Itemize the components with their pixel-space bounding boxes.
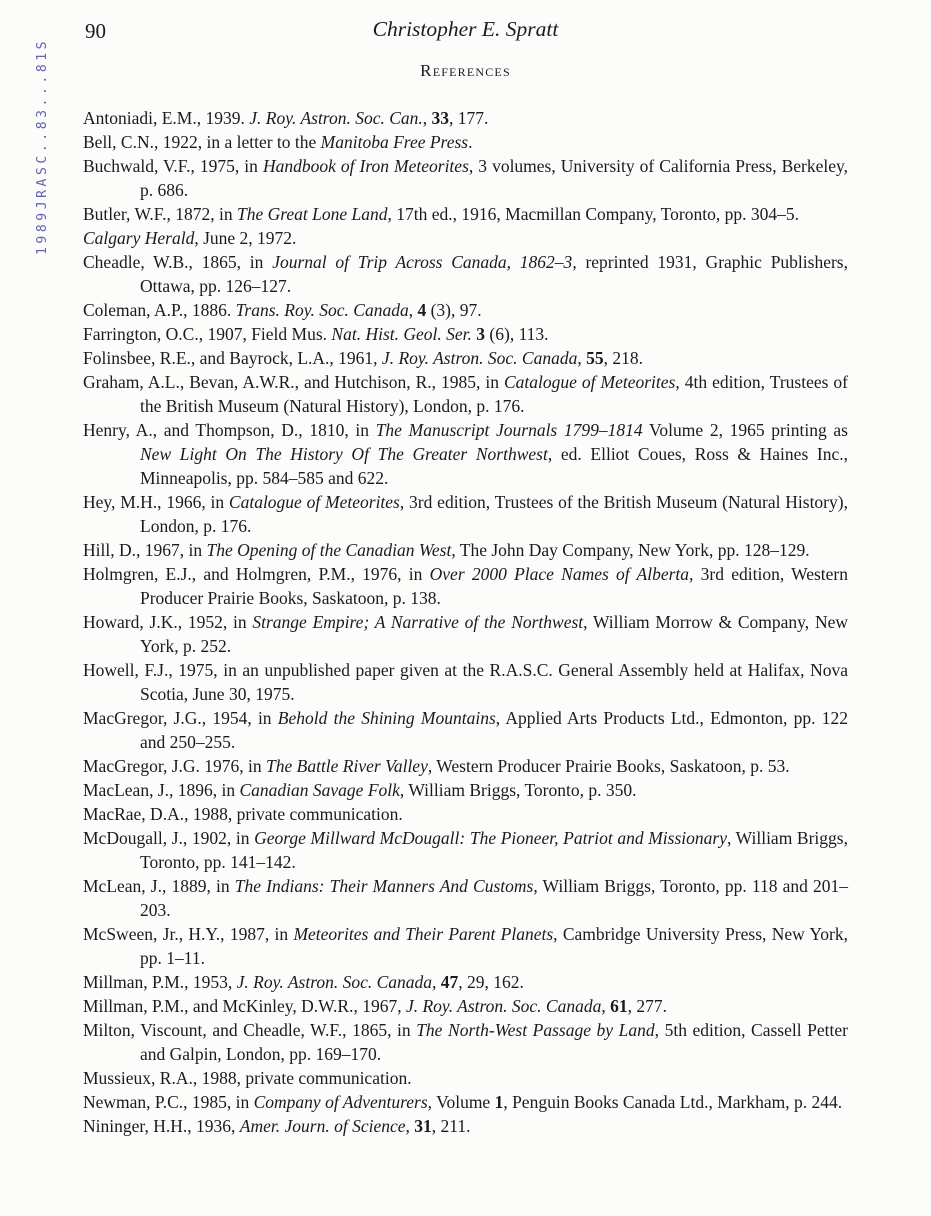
- reference-text-segment: Catalogue of Meteorites: [504, 372, 676, 392]
- reference-text-segment: ,: [405, 1116, 415, 1136]
- reference-text-segment: , 17th ed., 1916, Macmillan Company, Toronto, pp. 304–5.: [387, 204, 799, 224]
- reference-text-segment: J. Roy. Astron. Soc. Canada: [381, 348, 578, 368]
- reference-text-segment: MacLean, J., 1896, in: [83, 780, 240, 800]
- reference-text-segment: ,: [408, 300, 418, 320]
- reference-text-segment: Antoniadi, E.M., 1939.: [83, 108, 250, 128]
- reference-text-segment: McLean, J., 1889, in: [83, 876, 235, 896]
- reference-text-segment: Strange Empire; A Narrative of the Northwest: [252, 612, 584, 632]
- reference-text-segment: MacGregor, J.G., 1954, in: [83, 708, 278, 728]
- reference-text-segment: The Great Lone Land: [236, 204, 388, 224]
- reference-text-segment: Buchwald, V.F., 1975, in: [83, 156, 263, 176]
- reference-text-segment: 61: [610, 996, 628, 1016]
- reference-text-segment: , 211.: [431, 1116, 471, 1136]
- reference-entry: [83, 970, 848, 994]
- reference-text-segment: , William Briggs, Toronto, pp. 118 and 201–203.: [140, 876, 848, 920]
- reference-entry: [83, 490, 848, 538]
- reference-entry: [83, 1066, 848, 1090]
- reference-text-segment: , 3rd edition, Trustees of the British Museum (Natural History), London, p. 176.: [140, 492, 848, 536]
- reference-text-segment: .: [468, 132, 473, 152]
- reference-text-segment: , William Morrow & Company, New York, p. 252.: [140, 612, 848, 656]
- reference-text-segment: Bell, C.N., 1922, in a letter to the: [83, 132, 321, 152]
- reference-text-segment: New Light On The History Of The Greater Northwest: [140, 444, 548, 464]
- reference-entry: [83, 154, 848, 202]
- reference-text-segment: 47: [440, 972, 459, 992]
- reference-text-segment: Over 2000 Place Names of Alberta: [429, 564, 690, 584]
- reference-text-segment: Henry, A., and Thompson, D., 1810, in: [83, 420, 376, 440]
- reference-entry: [83, 874, 848, 922]
- reference-text-segment: , reprinted 1931, Graphic Publishers, Ottawa, pp. 126–127.: [140, 252, 848, 296]
- section-heading: References: [420, 61, 511, 80]
- reference-entry: [83, 802, 848, 826]
- reference-text-segment: Calgary Herald: [83, 228, 195, 248]
- reference-text-segment: ,: [432, 972, 441, 992]
- reference-entry: [83, 418, 848, 490]
- reference-text-segment: The Opening of the Canadian West: [206, 540, 452, 560]
- reference-text-segment: , Applied Arts Products Ltd., Edmonton, pp. 122 and 250–255.: [140, 708, 849, 752]
- reference-entry: [83, 130, 848, 154]
- reference-text-segment: , Cambridge University Press, New York, pp. 1–11.: [140, 924, 848, 968]
- reference-text-segment: Company of Adventurers: [253, 1092, 428, 1112]
- reference-entry: [83, 1090, 848, 1114]
- reference-text-segment: ,: [601, 996, 611, 1016]
- reference-text-segment: Mussieux, R.A., 1988, private communication.: [83, 1068, 412, 1088]
- reference-entry: [83, 922, 848, 970]
- reference-text-segment: Millman, P.M., and McKinley, D.W.R., 1967,: [83, 996, 406, 1016]
- reference-text-segment: 3: [476, 324, 486, 344]
- reference-text-segment: , 29, 162.: [458, 972, 524, 992]
- reference-text-segment: , William Briggs, Toronto, p. 350.: [399, 780, 637, 800]
- reference-text-segment: Canadian Savage Folk: [239, 780, 400, 800]
- reference-text-segment: 1: [494, 1092, 504, 1112]
- reference-text-segment: McSween, Jr., H.Y., 1987, in: [83, 924, 294, 944]
- reference-text-segment: George Millward McDougall: The Pioneer, Patriot and Missionary: [254, 828, 727, 848]
- reference-text-segment: Milton, Viscount, and Cheadle, W.F., 1865, in: [83, 1020, 417, 1040]
- reference-entry: [83, 1114, 848, 1138]
- reference-text-segment: Nininger, H.H., 1936,: [83, 1116, 240, 1136]
- reference-text-segment: , ed. Elliot Coues, Ross & Haines Inc., Minneapolis, pp. 584–585 and 622.: [140, 444, 848, 488]
- reference-entry: [83, 706, 848, 754]
- reference-text-segment: 4: [417, 300, 427, 320]
- reference-text-segment: Holmgren, E.J., and Holmgren, P.M., 1976, in: [83, 564, 430, 584]
- scanned-page: [0, 17, 931, 1138]
- reference-text-segment: Coleman, A.P., 1886.: [83, 300, 236, 320]
- reference-text-segment: Catalogue of Meteorites: [228, 492, 400, 512]
- reference-text-segment: , 3rd edition, Western Producer Prairie Books, Saskatoon, p. 138.: [140, 564, 849, 608]
- reference-text-segment: , Penguin Books Canada Ltd., Markham, p. 244.: [503, 1092, 843, 1112]
- reference-entry: [83, 202, 848, 226]
- page-header: [0, 17, 931, 49]
- reference-text-segment: Volume 2, 1965 printing as: [642, 420, 848, 440]
- reference-text-segment: The Indians: Their Manners And Customs: [234, 876, 534, 896]
- reference-text-segment: Journal of Trip Across Canada, 1862–3: [272, 252, 573, 272]
- page-number: 90: [85, 19, 106, 43]
- references-list: [83, 106, 848, 1138]
- reference-text-segment: , 4th edition, Trustees of the British Museum (Natural History), London, p. 176.: [140, 372, 848, 416]
- reference-text-segment: The Manuscript Journals 1799–1814: [375, 420, 643, 440]
- reference-text-segment: Newman, P.C., 1985, in: [83, 1092, 254, 1112]
- reference-text-segment: Cheadle, W.B., 1865, in: [83, 252, 273, 272]
- reference-text-segment: Behold the Shining Mountains: [277, 708, 496, 728]
- reference-text-segment: Graham, A.L., Bevan, A.W.R., and Hutchison, R., 1985, in: [83, 372, 504, 392]
- running-title: Christopher E. Spratt: [372, 17, 559, 41]
- reference-text-segment: , 3 volumes, University of California Press, Berkeley, p. 686.: [140, 156, 849, 200]
- reference-text-segment: Howell, F.J., 1975, in an unpublished paper given at the R.A.S.C. General Assembly held at Halifax, Nova Scotia, June 30, 1975.: [83, 660, 848, 704]
- reference-text-segment: , 177.: [449, 108, 489, 128]
- reference-text-segment: McDougall, J., 1902, in: [83, 828, 255, 848]
- reference-text-segment: Millman, P.M., 1953,: [83, 972, 237, 992]
- reference-entry: [83, 658, 848, 706]
- reference-text-segment: , 218.: [603, 348, 643, 368]
- reference-text-segment: Folinsbee, R.E., and Bayrock, L.A., 1961,: [83, 348, 382, 368]
- reference-text-segment: J. Roy. Astron. Soc. Canada: [236, 972, 433, 992]
- reference-entry: [83, 370, 848, 418]
- reference-text-segment: Trans. Roy. Soc. Canada: [235, 300, 409, 320]
- reference-text-segment: ,: [577, 348, 587, 368]
- reference-entry: [83, 346, 848, 370]
- reference-entry: [83, 994, 848, 1018]
- reference-text-segment: Butler, W.F., 1872, in: [83, 204, 237, 224]
- reference-text-segment: J. Roy. Astron. Soc. Canada: [405, 996, 602, 1016]
- reference-text-segment: The North-West Passage by Land: [416, 1020, 655, 1040]
- ads-bibcode-watermark: 1989JRASC..83...81S: [35, 37, 50, 255]
- reference-entry: [83, 250, 848, 298]
- reference-text-segment: , William Briggs, Toronto, pp. 141–142.: [140, 828, 848, 872]
- reference-entry: [83, 562, 848, 610]
- reference-text-segment: , Western Producer Prairie Books, Saskatoon, p. 53.: [427, 756, 790, 776]
- reference-text-segment: ,: [422, 108, 432, 128]
- reference-text-segment: , June 2, 1972.: [194, 228, 297, 248]
- reference-text-segment: , 5th edition, Cassell Petter and Galpin, London, pp. 169–170.: [140, 1020, 848, 1064]
- reference-text-segment: 31: [414, 1116, 432, 1136]
- reference-entry: [83, 226, 848, 250]
- reference-text-segment: Meteorites and Their Parent Planets: [293, 924, 554, 944]
- reference-text-segment: , The John Day Company, New York, pp. 128–129.: [451, 540, 810, 560]
- reference-text-segment: Hill, D., 1967, in: [83, 540, 207, 560]
- reference-text-segment: Manitoba Free Press: [320, 132, 469, 152]
- reference-text-segment: Amer. Journ. of Science: [239, 1116, 406, 1136]
- reference-text-segment: , Volume: [427, 1092, 495, 1112]
- reference-entry: [83, 106, 848, 130]
- reference-entry: [83, 610, 848, 658]
- reference-text-segment: Farrington, O.C., 1907, Field Mus.: [83, 324, 332, 344]
- reference-entry: [83, 826, 848, 874]
- reference-entry: [83, 322, 848, 346]
- reference-entry: [83, 298, 848, 322]
- reference-text-segment: 33: [431, 108, 450, 128]
- reference-text-segment: MacGregor, J.G. 1976, in: [83, 756, 267, 776]
- reference-entry: [83, 1018, 848, 1066]
- reference-text-segment: MacRae, D.A., 1988, private communication.: [83, 804, 403, 824]
- reference-text-segment: J. Roy. Astron. Soc. Can.: [249, 108, 423, 128]
- reference-text-segment: Nat. Hist. Geol. Ser.: [331, 324, 472, 344]
- reference-text-segment: Howard, J.K., 1952, in: [83, 612, 253, 632]
- reference-text-segment: (3), 97.: [426, 300, 482, 320]
- reference-text-segment: 55: [586, 348, 604, 368]
- reference-entry: [83, 538, 848, 562]
- reference-entry: [83, 778, 848, 802]
- reference-text-segment: The Battle River Valley: [266, 756, 428, 776]
- reference-text-segment: (6), 113.: [485, 324, 549, 344]
- reference-text-segment: Handbook of Iron Meteorites: [262, 156, 469, 176]
- reference-text-segment: , 277.: [627, 996, 667, 1016]
- reference-text-segment: Hey, M.H., 1966, in: [83, 492, 229, 512]
- reference-entry: [83, 754, 848, 778]
